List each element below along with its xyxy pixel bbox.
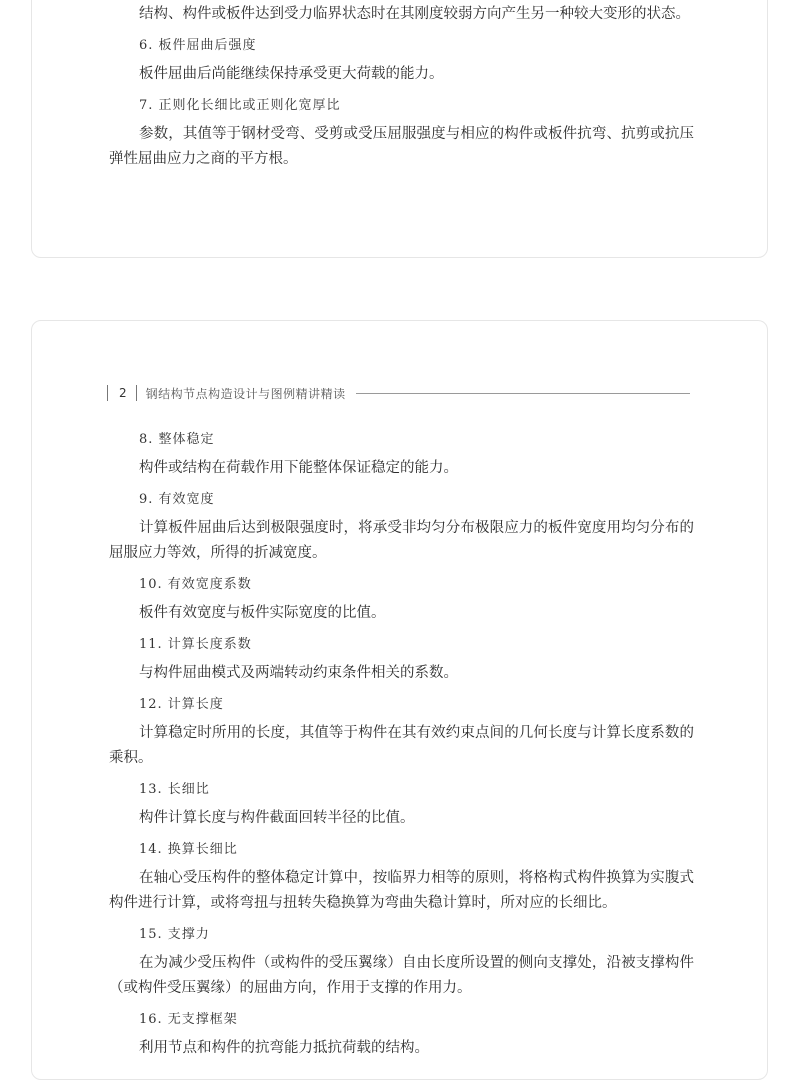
paragraph: 在为减少受压构件（或构件的受压翼缘）自由长度所设置的侧向支撑处，沿被支撑构件（或构件受压翼缘）的屈曲方向，作用于支撑的作用力。 <box>109 955 694 996</box>
section-heading: 9. 有效宽度 <box>139 492 215 507</box>
paragraph: 构件或结构在荷载作用下能整体保证稳定的能力。 <box>139 460 458 476</box>
paragraph: 与构件屈曲模式及两端转动约束条件相关的系数。 <box>139 665 458 681</box>
paragraph: 参数，其值等于钢材受弯、受剪或受压屈服强度与相应的构件或板件抗弯、抗剪或抗压弹性屈曲应力之商的平方根。 <box>109 126 694 167</box>
page-number: 2 <box>119 386 127 400</box>
section-heading: 11. 计算长度系数 <box>139 637 252 652</box>
page-2-content <box>109 428 694 1068</box>
page-1-content <box>109 2 694 179</box>
page-2 <box>31 320 768 1080</box>
paragraph: 结构、构件或板件达到受力临界状态时在其刚度较弱方向产生另一种较大变形的状态。 <box>139 6 690 22</box>
paragraph: 在轴心受压构件的整体稳定计算中，按临界力相等的原则，将格构式构件换算为实腹式构件进行计算，或将弯扭与扭转失稳换算为弯曲失稳计算时，所对应的长细比。 <box>109 870 694 911</box>
section-heading: 10. 有效宽度系数 <box>139 577 252 592</box>
section-heading: 12. 计算长度 <box>139 697 224 712</box>
paragraph: 计算稳定时所用的长度，其值等于构件在其有效约束点间的几何长度与计算长度系数的乘积。 <box>109 725 694 766</box>
paragraph: 板件屈曲后尚能继续保持承受更大荷载的能力。 <box>139 66 444 82</box>
running-head-rule <box>356 393 690 394</box>
section-heading: 16. 无支撑框架 <box>139 1012 238 1027</box>
section-heading: 7. 正则化长细比或正则化宽厚比 <box>139 98 341 113</box>
paragraph: 计算板件屈曲后达到极限强度时，将承受非均匀分布极限应力的板件宽度用均匀分布的屈服应力等效，所得的折减宽度。 <box>109 520 694 561</box>
page-1 <box>31 0 768 258</box>
paragraph: 板件有效宽度与板件实际宽度的比值。 <box>139 605 386 621</box>
paragraph: 构件计算长度与构件截面回转半径的比值。 <box>139 810 415 826</box>
section-heading: 14. 换算长细比 <box>139 842 238 857</box>
paragraph: 利用节点和构件的抗弯能力抵抗荷载的结构。 <box>139 1040 429 1056</box>
book-title: 钢结构节点构造设计与图例精讲精读 <box>145 386 346 401</box>
section-heading: 8. 整体稳定 <box>139 432 215 447</box>
section-heading: 6. 板件屈曲后强度 <box>139 38 257 53</box>
section-heading: 13. 长细比 <box>139 782 210 797</box>
running-head <box>107 381 690 405</box>
section-heading: 15. 支撑力 <box>139 927 210 942</box>
